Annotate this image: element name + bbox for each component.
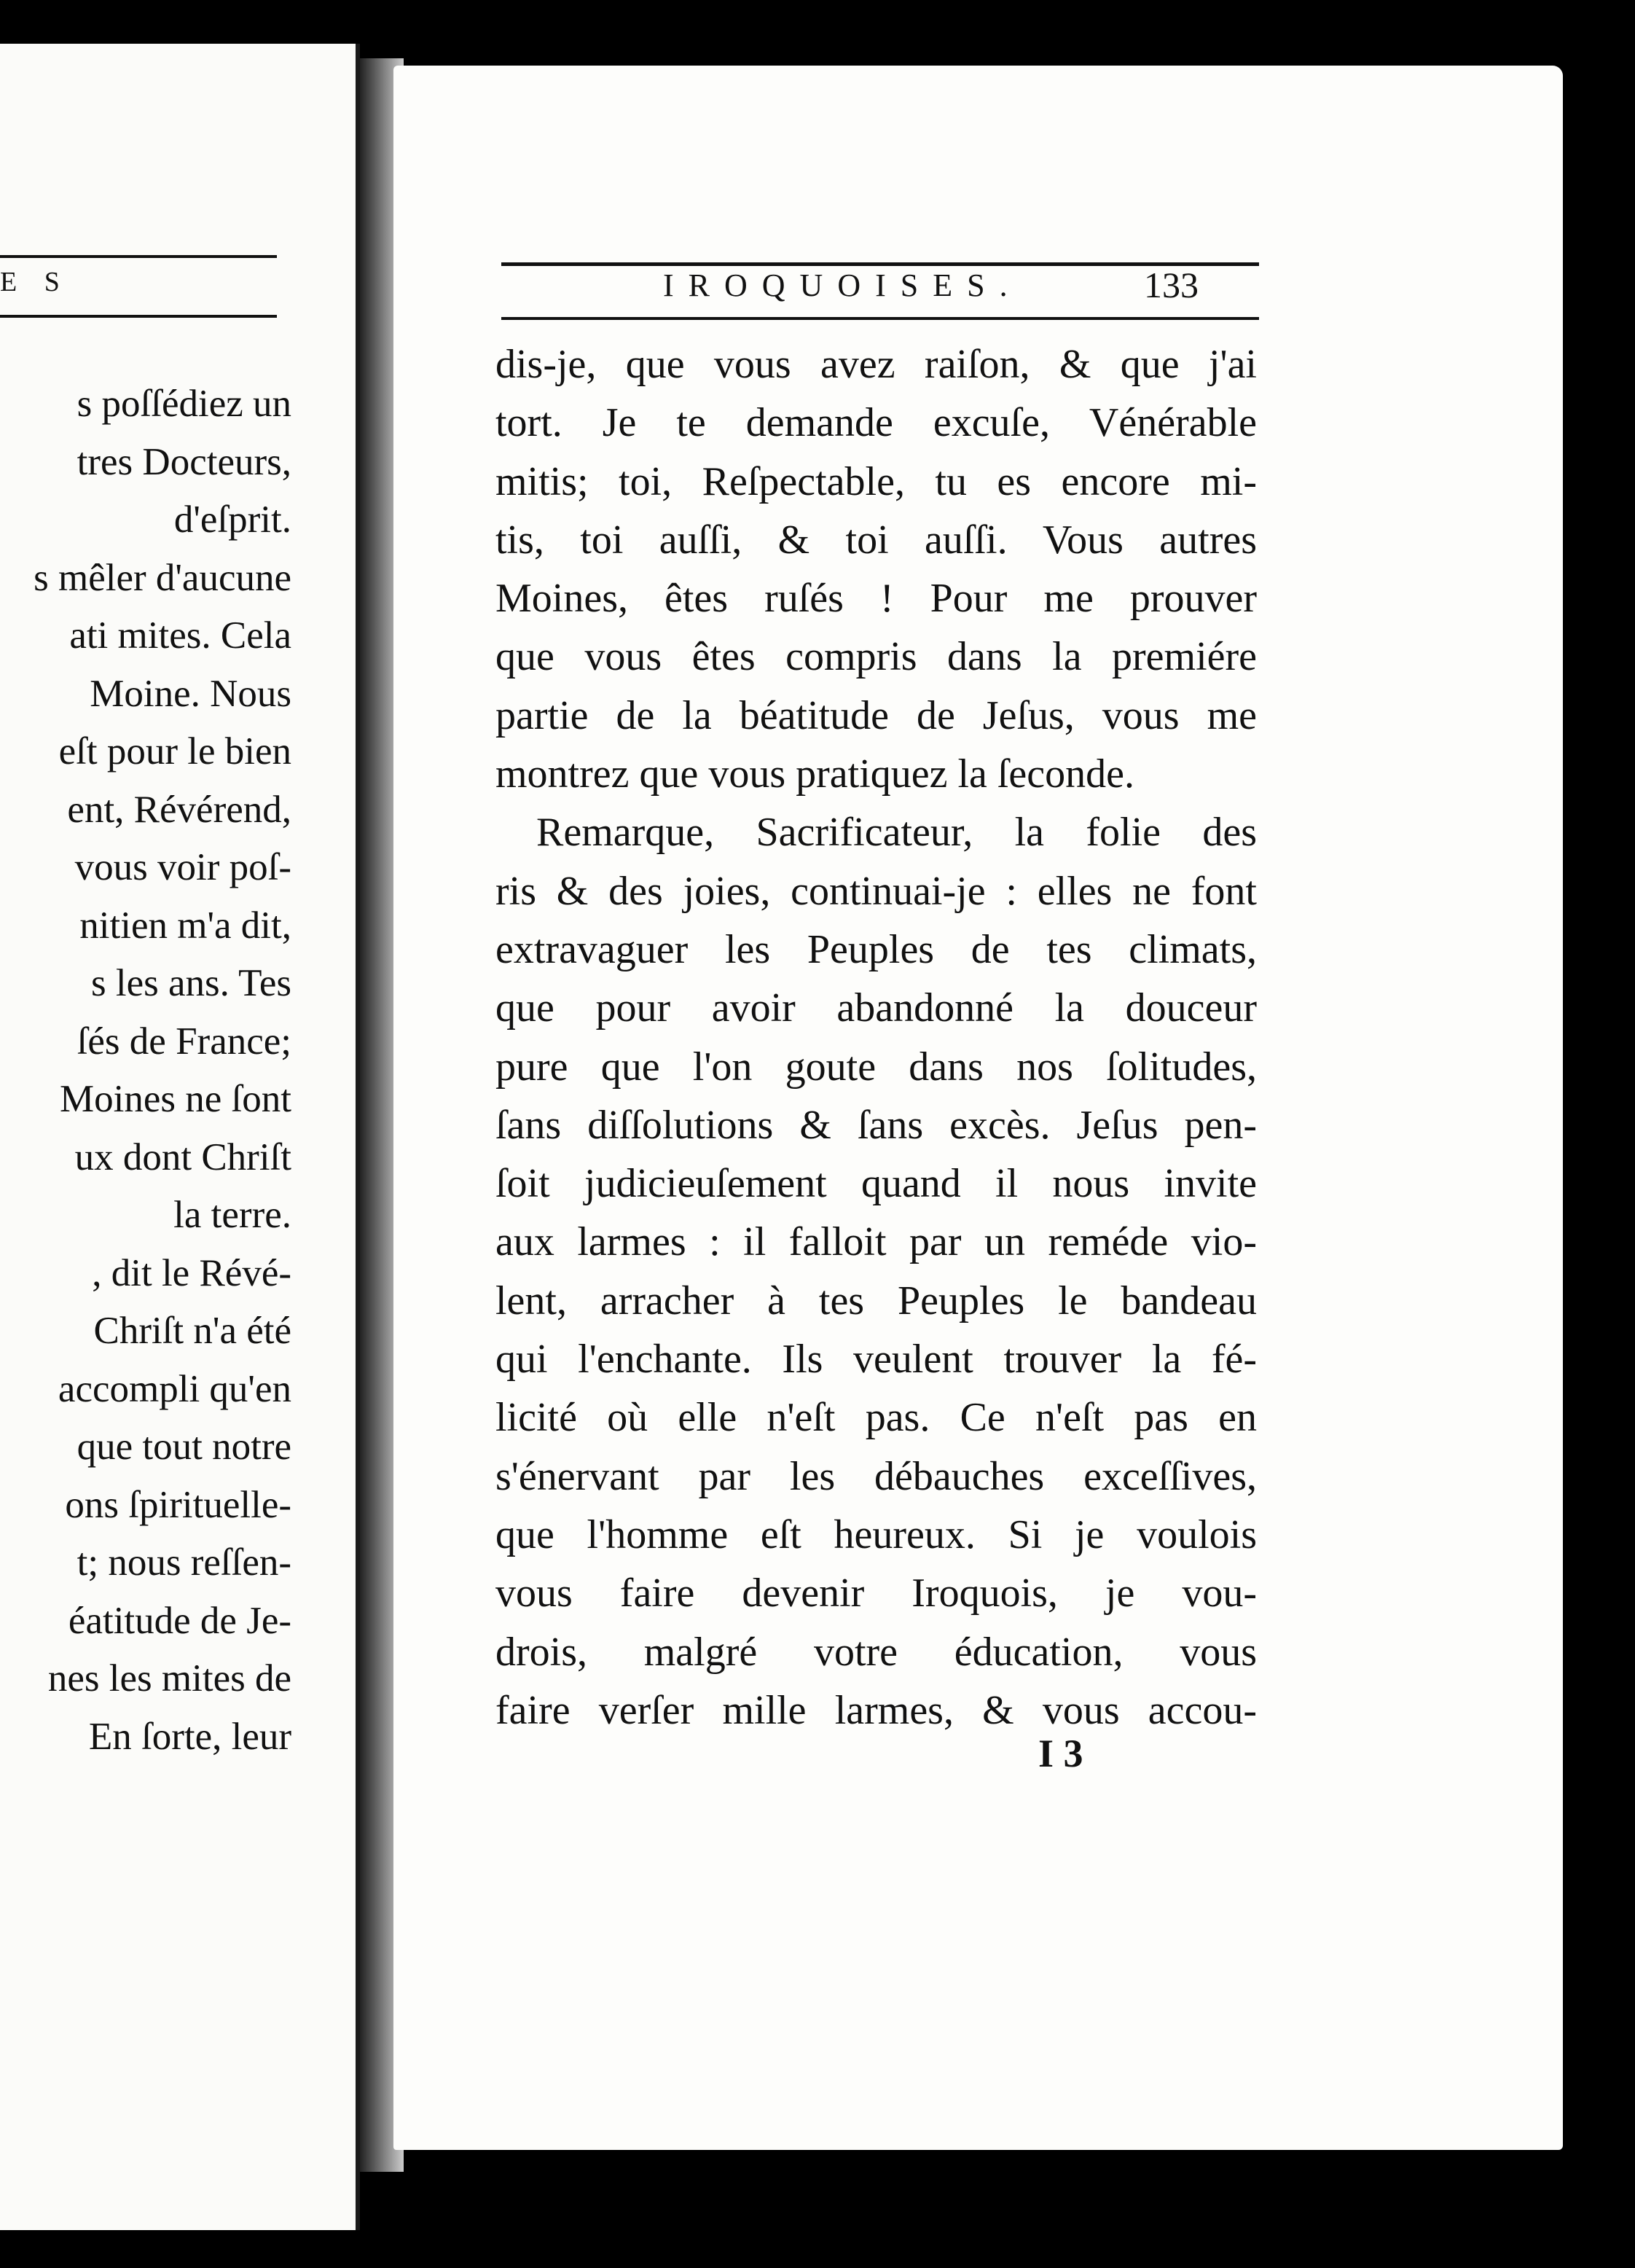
running-title: IROQUOISES. (663, 267, 1022, 303)
text-line: En ſorte, leur (88, 1715, 291, 1758)
text-line: licité où elle n'eſt pas. Ce n'eſt pas en (495, 1395, 1257, 1441)
text-line: mitis; toi, Reſpectable, tu es encore mi- (495, 458, 1257, 504)
text-line: que l'homme eſt heureux. Si je voulois (495, 1512, 1257, 1557)
text-line: pure que l'on goute dans nos ſolitudes, (495, 1044, 1257, 1090)
right-page (393, 66, 1563, 2150)
text-line: Chriſt n'a été (93, 1310, 291, 1352)
page-number: 133 (1144, 265, 1199, 305)
text-line: d'eſprit. (173, 498, 291, 541)
text-line: Moines, êtes ruſés ! Pour me prouver (495, 576, 1257, 622)
text-line: ris & des joies, continuai-je : elles ne font (495, 868, 1257, 914)
running-rule-bottom (501, 317, 1259, 320)
text-line: ux dont Chriſt (74, 1135, 291, 1178)
text-line: Remarque, Sacrificateur, la folie des (536, 810, 1257, 856)
left-running-rule-top (0, 255, 277, 258)
text-line: Moine. Nous (90, 672, 291, 715)
text-line: ons ſpirituelle- (65, 1483, 291, 1526)
left-running-head: E S (0, 267, 70, 297)
text-line: drois, malgré votre éducation, vous (495, 1629, 1257, 1675)
text-line: ſans diſſolutions & ſans excès. Jeſus pen- (495, 1102, 1257, 1148)
text-line: montrez que vous pratiquez la ſeconde. (495, 751, 1134, 797)
left-page-text (0, 375, 291, 1766)
text-line: éatitude de Je- (68, 1599, 291, 1642)
text-line: tis, toi auſſi, & toi auſſi. Vous autres (495, 517, 1257, 563)
text-line: ſés de France; (77, 1020, 291, 1063)
text-line: , dit le Révé- (92, 1251, 291, 1294)
text-line: s poſſédiez un (77, 383, 291, 425)
text-line: que pour avoir abandonné la douceur (495, 985, 1257, 1031)
text-line: lent, arracher à tes Peuples le bandeau (495, 1278, 1257, 1323)
text-line: nitien m'a dit, (79, 904, 291, 947)
text-line: aux larmes : il falloit par un reméde vio- (495, 1219, 1257, 1265)
text-line: vous voir poſ- (74, 846, 291, 888)
text-line: t; nous reſſen- (77, 1541, 291, 1584)
text-line: s'énervant par les débauches exceſſives, (495, 1453, 1257, 1499)
text-line: ent, Révérend, (67, 788, 291, 831)
page-body-text (495, 335, 1257, 1740)
left-page (0, 44, 360, 2230)
text-line: que vous êtes compris dans la premiére (495, 634, 1257, 680)
text-line: nes les mites de (47, 1657, 291, 1700)
text-line: s mêler d'aucune (34, 556, 291, 599)
text-line: tres Docteurs, (77, 440, 291, 483)
text-line: ſoit judicieuſement quand il nous invite (495, 1161, 1257, 1207)
text-line: que tout notre (77, 1426, 291, 1468)
text-line: la terre. (173, 1194, 291, 1236)
text-line: tort. Je te demande excuſe, Vénérable (495, 400, 1257, 446)
text-line: ati mites. Cela (69, 614, 291, 657)
text-line: partie de la béatitude de Jeſus, vous me (495, 692, 1257, 738)
text-line: extravaguer les Peuples de tes climats, (495, 926, 1257, 972)
text-line: Moines ne ſont (60, 1078, 291, 1120)
text-line: accompli qu'en (58, 1367, 291, 1410)
text-line: vous faire devenir Iroquois, je vou- (495, 1571, 1257, 1616)
text-line: faire verſer mille larmes, & vous accou- (495, 1687, 1257, 1733)
text-line: s les ans. Tes (90, 962, 291, 1004)
text-line: qui l'enchante. Ils veulent trouver la fé- (495, 1337, 1257, 1383)
left-running-rule-bottom (0, 315, 277, 318)
signature-mark: I 3 (1038, 1732, 1083, 1775)
text-line: dis-je, que vous avez raiſon, & que j'ai (495, 342, 1257, 387)
text-line: eſt pour le bien (58, 730, 291, 773)
